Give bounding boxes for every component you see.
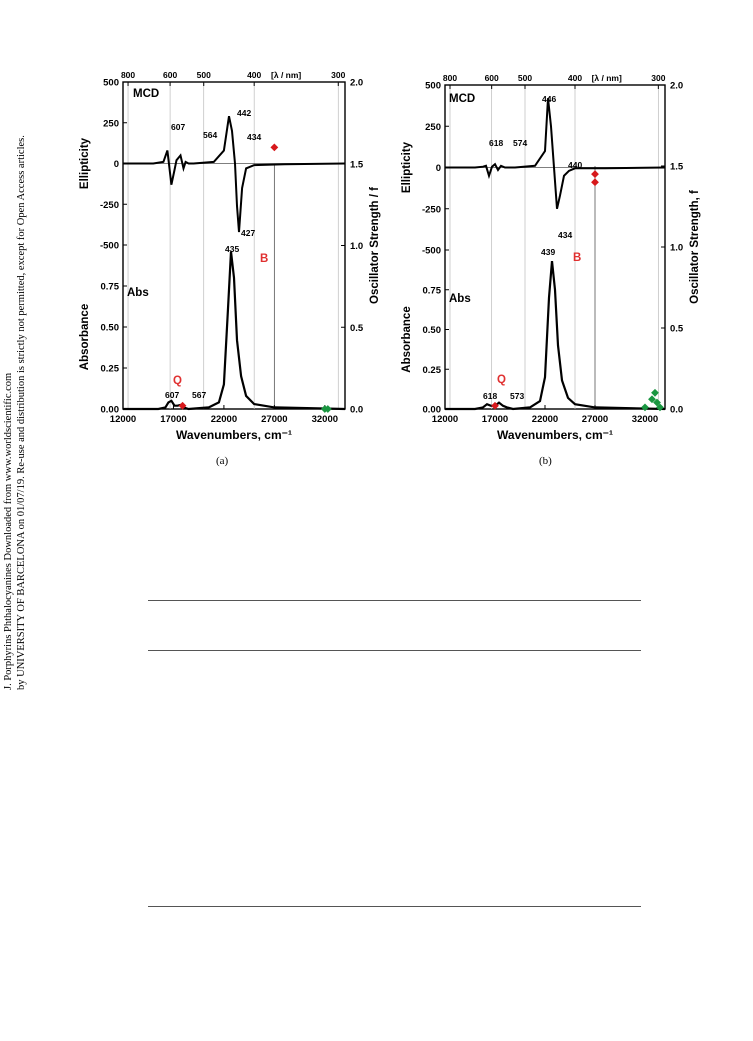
abs-tick-label: 0.00 xyxy=(100,404,119,416)
mcd-tick-label: 0 xyxy=(113,159,119,170)
mcd-axis-title: Ellipticity xyxy=(401,141,413,194)
mcd-peak-label: 434 xyxy=(558,230,573,240)
mcd-series-line xyxy=(445,98,665,209)
abs-series-line xyxy=(445,261,665,409)
divider-rule xyxy=(148,650,641,651)
top-tick-label: 600 xyxy=(162,70,178,80)
mcd-peak-label: 618 xyxy=(489,138,504,148)
top-tick-label: 800 xyxy=(120,70,136,80)
oscillator-point xyxy=(592,171,598,177)
notice-line-2: by UNIVERSITY OF BARCELONA on 01/07/19. Re-use and distribution is strictly not permitted, except for Open Access articles. xyxy=(16,135,27,690)
mcd-peak-label: 574 xyxy=(513,138,528,148)
abs-tick-label: 0.00 xyxy=(422,404,441,416)
mcd-tick-label: -500 xyxy=(421,245,441,257)
x-tick-label: 17000 xyxy=(160,414,187,425)
mcd-axis-title: Ellipticity xyxy=(79,137,91,190)
mcd-peak-label: 607 xyxy=(171,122,186,132)
top-axis-label: [λ / nm] xyxy=(271,70,302,80)
oscillator-point xyxy=(652,390,658,396)
mcd-peak-label: 564 xyxy=(203,130,218,140)
abs-series-line xyxy=(123,252,345,409)
mcd-tick-label: 500 xyxy=(425,80,441,92)
q-band-label: Q xyxy=(497,374,506,386)
abs-label: Abs xyxy=(449,293,471,305)
f-tick-label: 1.5 xyxy=(670,161,684,173)
x-tick-label: 22000 xyxy=(531,414,559,425)
mcd-tick-label: -500 xyxy=(99,240,119,252)
divider-rule xyxy=(148,906,641,907)
caption-b: (b) xyxy=(539,455,552,467)
f-tick-label: 1.5 xyxy=(350,159,364,171)
top-tick-label: 500 xyxy=(517,73,533,83)
abs-axis-title: Absorbance xyxy=(401,306,413,373)
abs-peak-label: 567 xyxy=(192,390,207,400)
oscillator-point xyxy=(592,179,598,185)
abs-tick-label: 0.25 xyxy=(100,363,119,375)
abs-peak-label: 435 xyxy=(225,244,240,254)
abs-peak-label: 618 xyxy=(483,391,498,401)
x-tick-label: 27000 xyxy=(261,414,288,425)
f-tick-label: 1.0 xyxy=(350,241,364,252)
top-tick-label: 400 xyxy=(247,70,262,80)
caption-a: (a) xyxy=(216,455,229,467)
mcd-tick-label: 0 xyxy=(435,163,441,174)
x-axis-label: Wavenumbers, cm⁻¹ xyxy=(176,428,292,442)
f-tick-label: 1.0 xyxy=(670,242,684,254)
f-tick-label: 0.0 xyxy=(350,404,364,416)
spectrum-chart-a xyxy=(75,60,385,460)
x-tick-label: 22000 xyxy=(210,414,238,425)
x-tick-label: 27000 xyxy=(581,414,609,425)
abs-peak-label: 607 xyxy=(165,390,180,400)
mcd-tick-label: -250 xyxy=(99,199,119,211)
top-tick-label: 500 xyxy=(196,70,211,80)
f-tick-label: 2.0 xyxy=(670,80,684,92)
abs-peak-label: 439 xyxy=(541,247,556,257)
abs-tick-label: 0.75 xyxy=(100,281,119,293)
f-tick-label: 0.5 xyxy=(670,323,684,335)
oscillator-point xyxy=(271,144,277,150)
mcd-tick-label: 250 xyxy=(103,118,119,130)
abs-tick-label: 0.50 xyxy=(422,325,441,336)
b-band-label: B xyxy=(573,252,582,264)
figure-panel-a xyxy=(75,60,385,460)
abs-axis-title: Absorbance xyxy=(79,303,91,371)
x-tick-label: 32000 xyxy=(311,414,339,425)
mcd-tick-label: 500 xyxy=(103,77,119,89)
top-tick-label: 400 xyxy=(567,73,583,83)
mcd-tick-label: -250 xyxy=(421,204,441,216)
x-axis-label: Wavenumbers, cm⁻¹ xyxy=(497,428,613,442)
f-tick-label: 2.0 xyxy=(350,77,364,89)
f-tick-label: 0.5 xyxy=(350,322,364,334)
b-band-label: B xyxy=(260,253,269,265)
mcd-peak-label: 446 xyxy=(542,94,557,104)
abs-tick-label: 0.50 xyxy=(100,322,119,334)
abs-tick-label: 0.25 xyxy=(422,364,441,376)
notice-line-1: J. Porphyrins Phthalocyanines Downloaded from www.worldscientific.com xyxy=(3,372,14,690)
spectrum-chart-b xyxy=(395,60,725,460)
abs-tick-label: 0.75 xyxy=(422,285,441,297)
mcd-peak-label: 440 xyxy=(568,160,583,170)
top-tick-label: 300 xyxy=(651,73,666,83)
mcd-peak-label: 442 xyxy=(237,108,252,118)
mcd-label: MCD xyxy=(133,88,160,100)
q-band-label: Q xyxy=(173,375,182,387)
mcd-peak-label: 434 xyxy=(247,132,262,142)
download-notice xyxy=(0,0,36,1041)
top-tick-label: 600 xyxy=(484,73,499,83)
x-tick-label: 32000 xyxy=(631,414,659,425)
top-axis-label: [λ / nm] xyxy=(591,73,622,83)
top-tick-label: 300 xyxy=(331,70,346,80)
x-tick-label: 17000 xyxy=(481,414,509,425)
mcd-peak-label: 427 xyxy=(241,228,256,238)
divider-rule xyxy=(148,600,641,601)
x-tick-label: 12000 xyxy=(109,414,137,425)
mcd-tick-label: 250 xyxy=(425,121,441,133)
figure-panel-b xyxy=(395,60,725,460)
mcd-series-line xyxy=(123,116,345,232)
top-tick-label: 800 xyxy=(442,73,458,83)
f-axis-title: Oscillator Strength / f xyxy=(369,187,381,304)
mcd-label: MCD xyxy=(449,93,476,105)
abs-label: Abs xyxy=(127,287,149,299)
abs-peak-label: 573 xyxy=(510,391,525,401)
x-tick-label: 12000 xyxy=(431,414,459,425)
f-tick-label: 0.0 xyxy=(670,404,684,416)
f-axis-title: Oscillator Strength, f xyxy=(689,190,701,304)
